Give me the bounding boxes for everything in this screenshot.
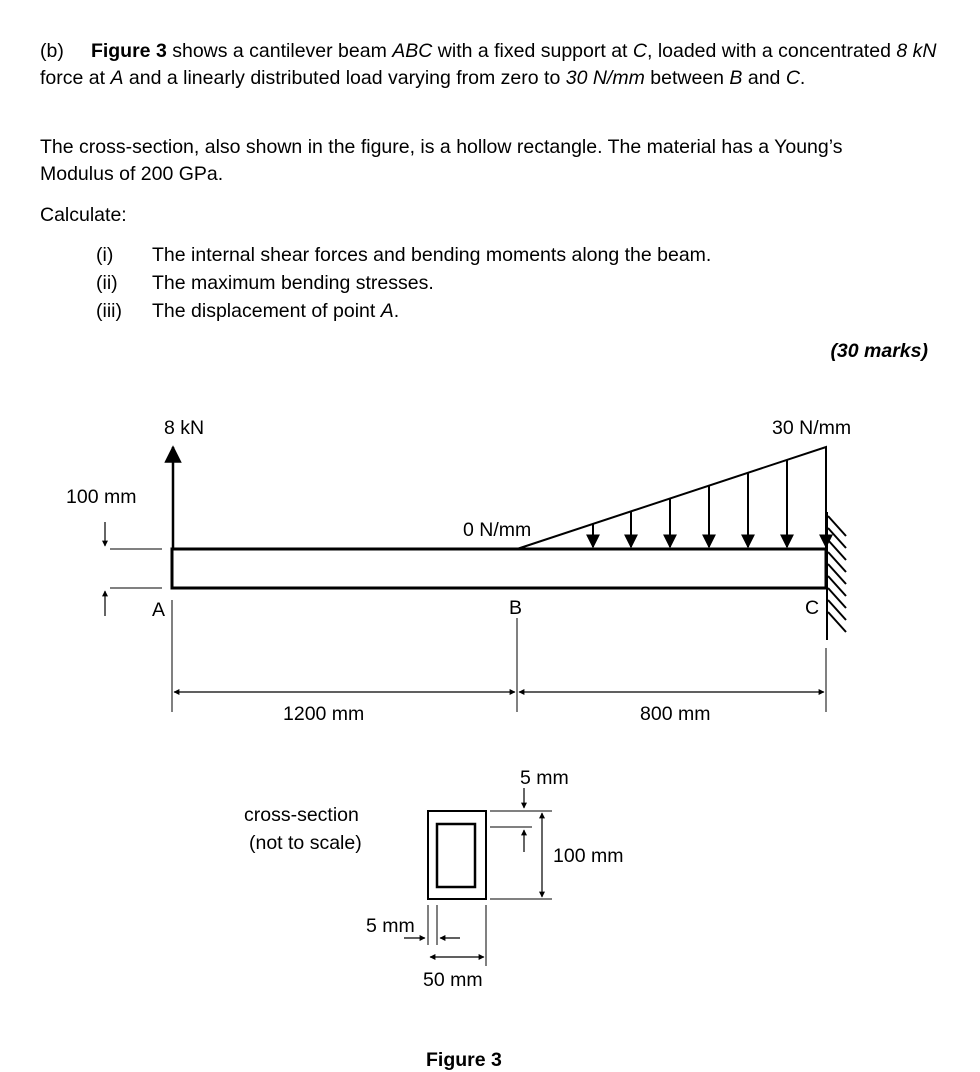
intro-text: concentrated <box>778 40 891 62</box>
figure-reference: Figure 3 <box>90 40 167 62</box>
distributed-load-outline <box>517 447 826 549</box>
load-zero-label: 0 N/mm <box>463 519 532 541</box>
section-width-label: 50 mm <box>423 969 483 991</box>
item-number: (i) <box>96 244 114 266</box>
force-point: A <box>110 67 124 89</box>
section-height-label: 100 mm <box>553 845 624 867</box>
intro-text: and a linearly distributed load varying from zero to <box>128 67 561 89</box>
item-number: (iii) <box>96 300 122 322</box>
intro-text: with a fixed support at <box>437 40 628 62</box>
item-text: The maximum bending stresses. <box>152 272 434 294</box>
fixed-support <box>827 512 846 640</box>
section-inner <box>437 824 475 887</box>
item-point: A <box>380 300 394 322</box>
cross-section-title: cross-section <box>244 804 359 826</box>
intro-text: and <box>747 67 781 89</box>
beam-height-label: 100 mm <box>66 486 137 508</box>
marks-label: (30 marks) <box>830 340 928 362</box>
span-ab-label: 1200 mm <box>283 703 365 725</box>
force-label: 8 kN <box>164 417 205 439</box>
intro-text: shows a cantilever beam <box>172 40 387 62</box>
calculate-label: Calculate: <box>40 204 127 226</box>
from-point: B <box>729 67 743 89</box>
item-number: (ii) <box>96 272 118 294</box>
intro-text: , loaded with a <box>646 40 773 62</box>
cross-section-text-2: Modulus of 200 GPa. <box>40 163 224 185</box>
load-max-value: 30 N/mm <box>565 67 645 89</box>
to-point: C <box>785 67 800 89</box>
figure-caption: Figure 3 <box>426 1049 502 1071</box>
thickness-side-label: 5 mm <box>366 915 415 937</box>
force-value: 8 kN <box>896 40 937 62</box>
thickness-top-label: 5 mm <box>520 767 569 789</box>
beam <box>172 549 826 588</box>
point-a-label: A <box>152 599 166 621</box>
intro-text: force at <box>40 67 106 89</box>
load-max-label: 30 N/mm <box>772 417 852 439</box>
point-c-label: C <box>805 597 820 619</box>
cross-section-note: (not to scale) <box>249 832 362 854</box>
beam-name: ABC <box>392 40 433 62</box>
item-text: The displacement of point <box>152 300 376 322</box>
item-tail: . <box>393 300 400 322</box>
intro-text: between <box>650 67 724 89</box>
cross-section-text-1: The cross-section, also shown in the figure, is a hollow rectangle. The material has a Young’s <box>40 136 843 158</box>
span-bc-label: 800 mm <box>640 703 711 725</box>
support-point: C <box>632 40 647 62</box>
distributed-load-arrows <box>593 447 826 547</box>
part-label: (b) <box>40 40 64 62</box>
item-text: The internal shear forces and bending moments along the beam. <box>152 244 712 266</box>
intro-text: . <box>799 67 806 89</box>
point-b-label: B <box>509 597 523 619</box>
